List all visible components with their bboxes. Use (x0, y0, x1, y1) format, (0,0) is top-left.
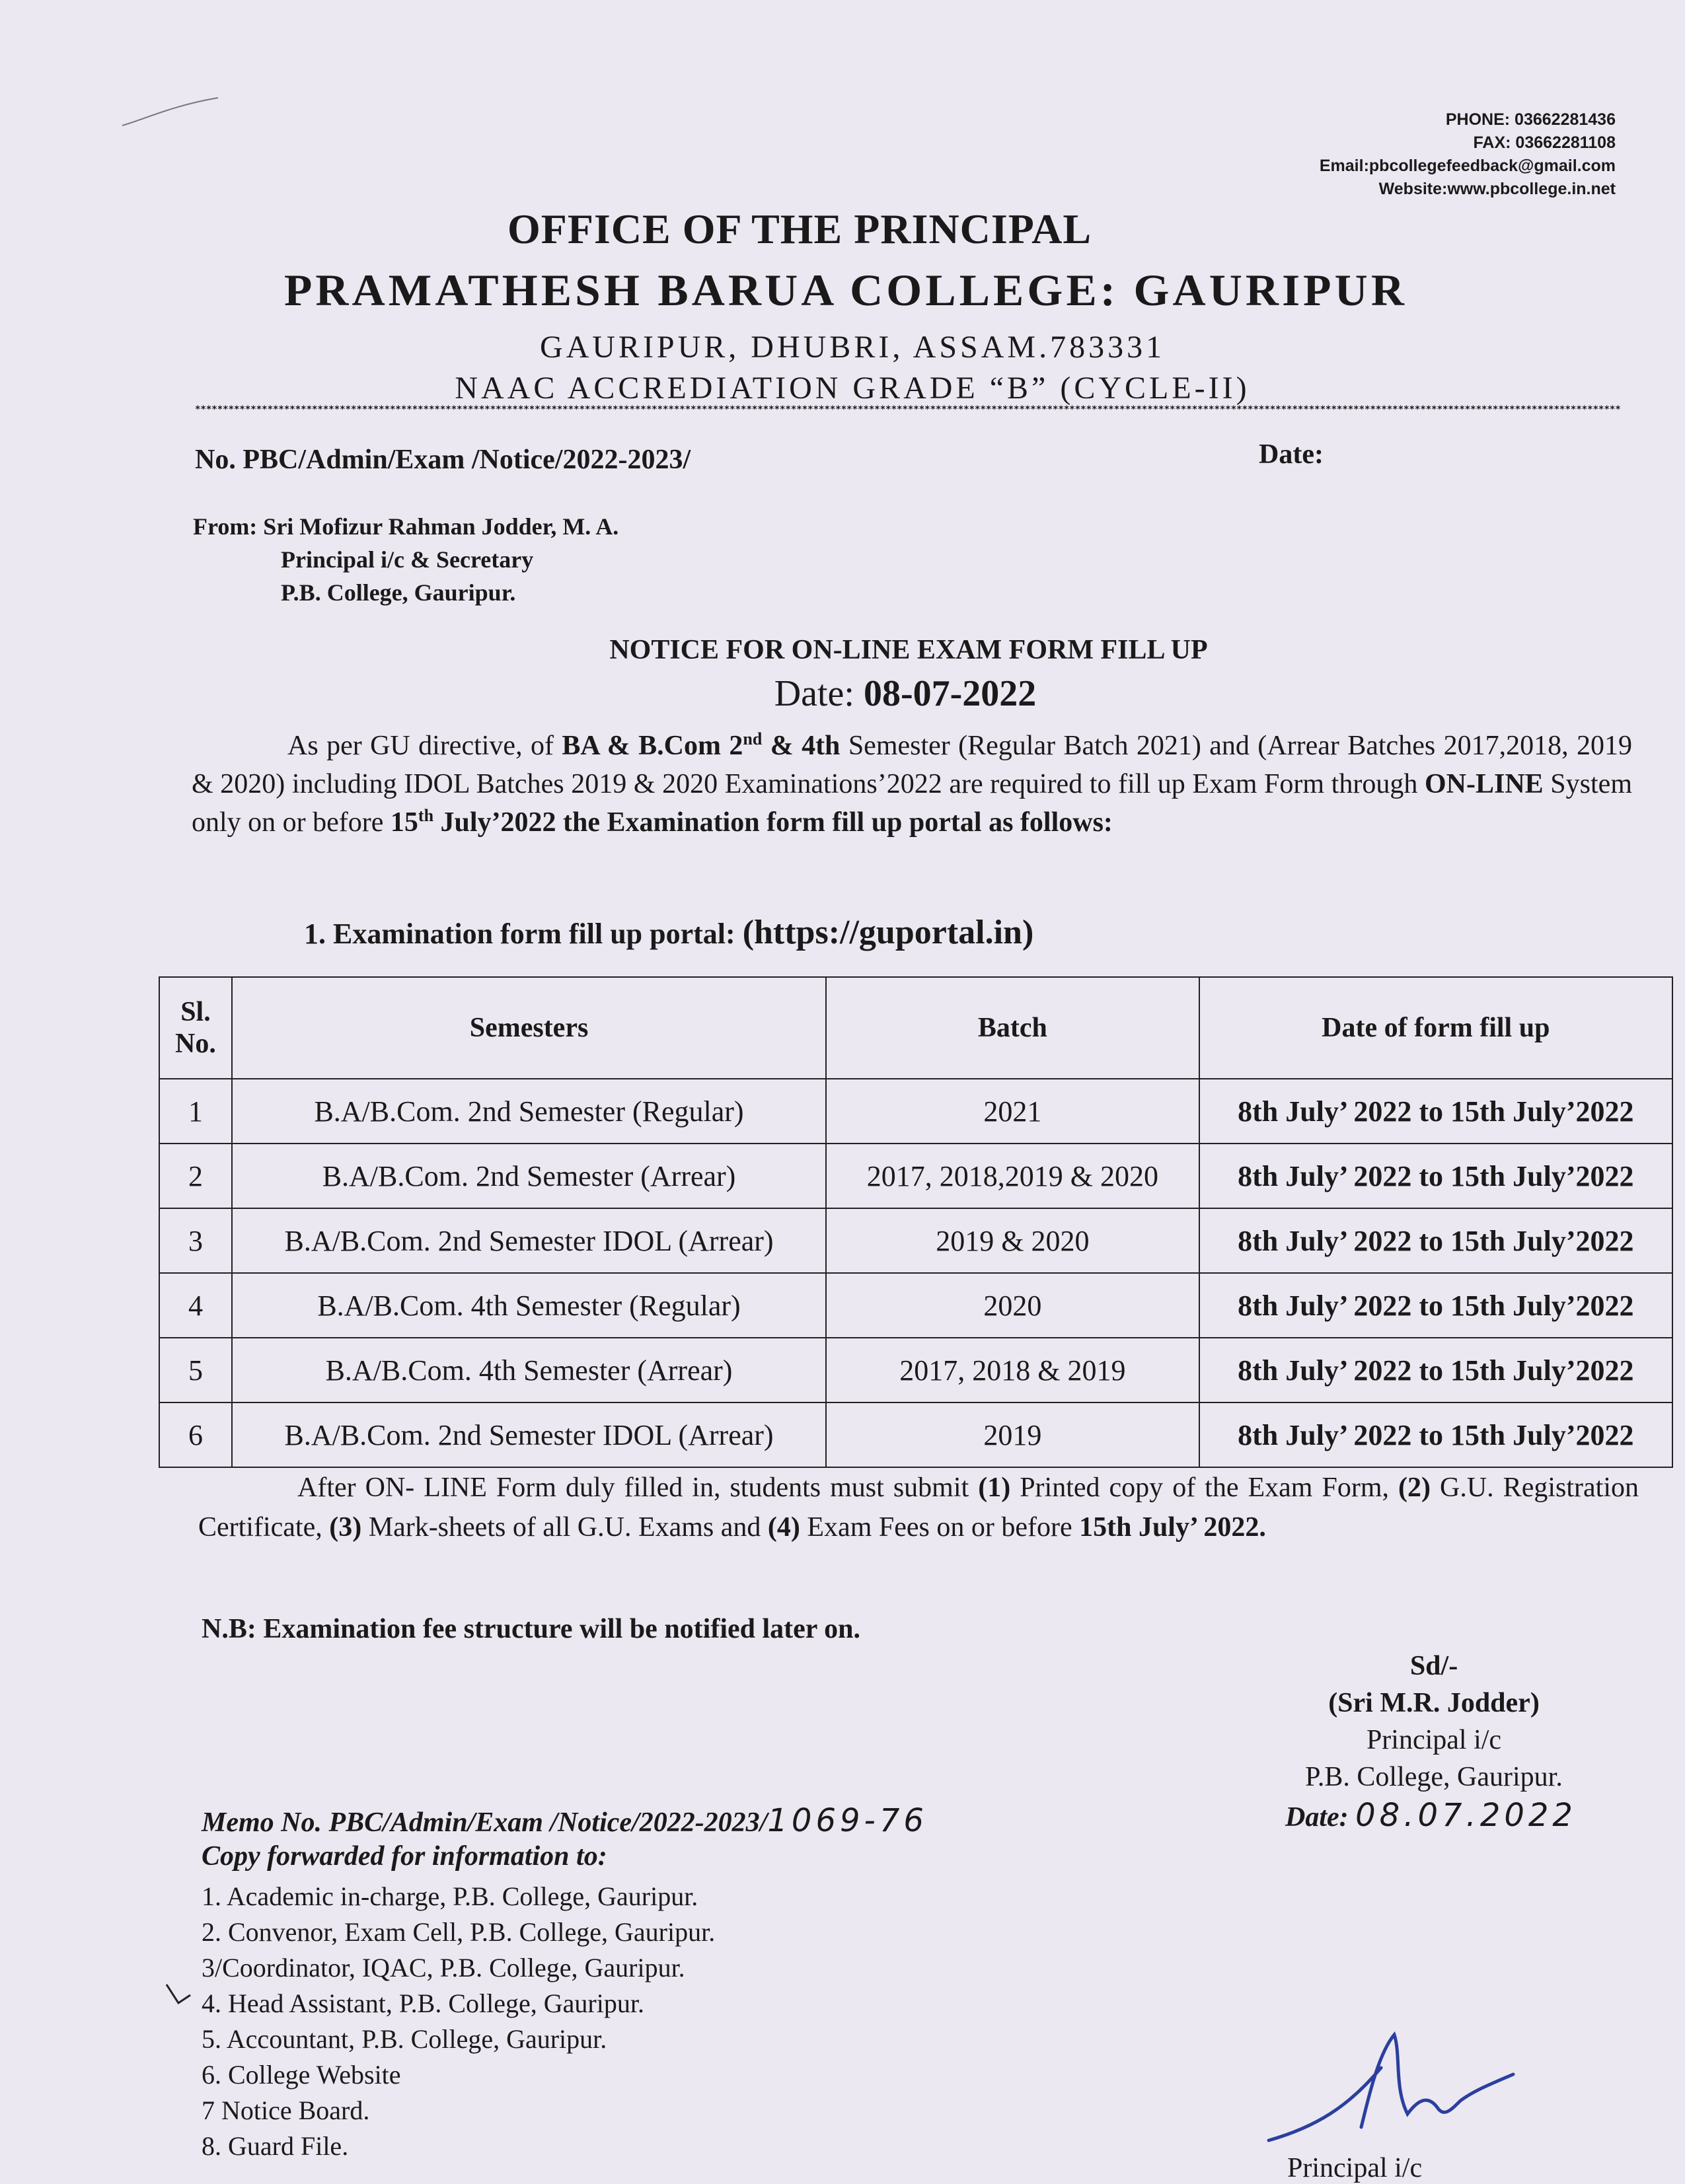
list-item: 8. Guard File. (202, 2131, 349, 2161)
para1-sup-2: th (418, 806, 434, 825)
para2-text-4: Mark-sheets of all G.U. Exams and (361, 1512, 768, 1543)
college-name: PRAMATHESH BARUA COLLEGE: GAURIPUR (283, 265, 1408, 315)
website-text: Website:www.pbcollege.in.net (1378, 180, 1616, 198)
para2-text-3: G.U. Registration Certificate, (198, 1473, 1639, 1543)
para2-bold-2: (2) (1398, 1473, 1431, 1503)
cell-date: 8th July’ 2022 to 15th July’2022 (1199, 1079, 1672, 1144)
cell-batch: 2019 (826, 1402, 1199, 1467)
notice-date (0, 673, 1685, 715)
nb-note: N.B: Examination fee structure will be notified later on. (202, 1614, 861, 1644)
signatory-title: Principal i/c (1366, 1725, 1502, 1755)
email-text: Email:pbcollegefeedback@gmail.com (1319, 157, 1616, 175)
reference-number: No. PBC/Admin/Exam /Notice/2022-2023/ (195, 445, 691, 475)
header-batch: Batch (826, 977, 1199, 1079)
college-address: GAURIPUR, DHUBRI, ASSAM.783331 (539, 330, 1166, 365)
list-item: 1. Academic in-charge, P.B. College, Gauripur. (202, 1881, 698, 1911)
cell-semester: B.A/B.Com. 4th Semester (Regular) (232, 1273, 826, 1338)
recipient-list (202, 1879, 715, 2164)
cell-sl: 6 (159, 1402, 232, 1467)
sd-mark: Sd/- (1409, 1651, 1458, 1681)
table-row (159, 1338, 1672, 1402)
cell-batch: 2019 & 2020 (826, 1208, 1199, 1273)
cell-sl: 3 (159, 1208, 232, 1273)
memo-number (202, 1802, 928, 1839)
schedule-table (159, 976, 1673, 1468)
cell-batch: 2017, 2018,2019 & 2020 (826, 1144, 1199, 1208)
notice-date-label: Date: (774, 673, 854, 714)
reference-date-label: Date: (1259, 439, 1324, 470)
cell-batch: 2021 (826, 1079, 1199, 1144)
cell-semester: B.A/B.Com. 4th Semester (Arrear) (232, 1338, 826, 1402)
cell-date: 8th July’ 2022 to 15th July’2022 (1199, 1208, 1672, 1273)
para1-text-1: As per GU directive, of (287, 731, 562, 761)
intro-paragraph (192, 727, 1632, 842)
signature-date (1285, 1797, 1577, 1834)
para2-bold-4: (4) (767, 1512, 800, 1543)
cell-date: 8th July’ 2022 to 15th July’2022 (1199, 1338, 1672, 1402)
list-item: 4. Head Assistant, P.B. College, Gauripur. (202, 1988, 644, 2018)
cell-date: 8th July’ 2022 to 15th July’2022 (1199, 1402, 1672, 1467)
memo-number-text: Memo No. PBC/Admin/Exam /Notice/2022-2023/ (202, 1807, 768, 1838)
handwritten-signature (1262, 2028, 1540, 2154)
signature-date-handwritten: 08.07.2022 (1355, 1797, 1577, 1834)
list-item: 7 Notice Board. (202, 2095, 370, 2125)
para2-text-1: After ON- LINE Form duly filled in, students must submit (297, 1473, 979, 1503)
para1-bold-1: BA & B.Com 2 (562, 731, 743, 761)
table-row (159, 1079, 1672, 1144)
para2-bold-1: (1) (978, 1473, 1011, 1503)
pen-scribble-mark (119, 92, 225, 132)
cell-semester: B.A/B.Com. 2nd Semester IDOL (Arrear) (232, 1402, 826, 1467)
header-semesters: Semesters (232, 977, 826, 1079)
para1-bold-4: 15 (390, 807, 418, 838)
fax-text: FAX: 03662281108 (1473, 133, 1616, 152)
cell-sl: 1 (159, 1079, 232, 1144)
office-heading: OFFICE OF THE PRINCIPAL (507, 205, 1092, 252)
para1-bold-2: & 4th (762, 731, 841, 761)
cell-batch: 2020 (826, 1273, 1199, 1338)
cell-semester: B.A/B.Com. 2nd Semester (Arrear) (232, 1144, 826, 1208)
memo-number-handwritten: 1069-76 (767, 1802, 928, 1839)
cell-sl: 5 (159, 1338, 232, 1402)
copy-forward-heading: Copy forwarded for information to: (202, 1841, 607, 1872)
cell-semester: B.A/B.Com. 2nd Semester (Regular) (232, 1079, 826, 1144)
submission-paragraph (198, 1468, 1639, 1547)
para1-sup-1: nd (743, 729, 763, 748)
portal-url: (https://guportal.in) (742, 914, 1034, 951)
list-item: 5. Accountant, P.B. College, Gauripur. (202, 2024, 607, 2054)
cell-batch: 2017, 2018 & 2019 (826, 1338, 1199, 1402)
cell-date: 8th July’ 2022 to 15th July’2022 (1199, 1144, 1672, 1208)
bottom-principal-title: Principal i/c (1287, 2153, 1423, 2183)
signature-block (1176, 1648, 1685, 1796)
naac-grade: NAAC ACCREDIATION GRADE “B” (CYCLE-II) (455, 371, 1250, 406)
portal-label: 1. Examination form fill up portal: (304, 918, 743, 950)
table-row (159, 1208, 1672, 1273)
notice-date-value: 08-07-2022 (863, 673, 1037, 714)
signatory-name: (Sri M.R. Jodder) (1328, 1688, 1540, 1718)
para2-text-2: Printed copy of the Exam Form, (1010, 1473, 1399, 1503)
para1-bold-5: July’2022 the Examination form fill up portal as follows: (433, 807, 1113, 838)
notice-title: NOTICE FOR ON-LINE EXAM FORM FILL UP (609, 635, 1208, 665)
check-mark-icon (164, 1977, 204, 2010)
cell-semester: B.A/B.Com. 2nd Semester IDOL (Arrear) (232, 1208, 826, 1273)
para2-bold-3: (3) (329, 1512, 362, 1543)
from-title: Principal i/c & Secretary (281, 546, 534, 573)
cell-sl: 4 (159, 1273, 232, 1338)
from-block (193, 510, 618, 609)
para1-text-3: System only on or before (192, 769, 1632, 838)
star-divider: **************************************************************************************************************************************************************************************************************************************************************** (195, 404, 1621, 415)
para2-text-5: Exam Fees on or before (800, 1512, 1080, 1543)
list-item: 6. College Website (202, 2060, 401, 2090)
portal-line (304, 913, 1033, 952)
header-sl-no: Sl. No. (159, 977, 232, 1079)
para2-bold-5: 15th July’ 2022. (1079, 1512, 1266, 1543)
table-row (159, 1273, 1672, 1338)
para1-bold-3: ON-LINE (1424, 769, 1544, 799)
header-date: Date of form fill up (1199, 977, 1672, 1079)
table-header-row (159, 977, 1672, 1079)
cell-date: 8th July’ 2022 to 15th July’2022 (1199, 1273, 1672, 1338)
from-label: From: (193, 513, 258, 540)
phone-text: PHONE: 03662281436 (1445, 110, 1616, 129)
from-institution: P.B. College, Gauripur. (281, 579, 516, 606)
table-row (159, 1402, 1672, 1467)
para1-text-2: Semester (Regular Batch 2021) and (Arrear Batches 2017,2018, 2019 & 2020) including IDOL Batches 2019 & 2020 Examinations’2022 are required to fill up Exam Form through (192, 731, 1632, 799)
from-name: Sri Mofizur Rahman Jodder, M. A. (263, 513, 619, 540)
list-item: 2. Convenor, Exam Cell, P.B. College, Gauripur. (202, 1917, 716, 1947)
contact-block (1320, 108, 1616, 201)
cell-sl: 2 (159, 1144, 232, 1208)
table-row (159, 1144, 1672, 1208)
list-item: 3/Coordinator, IQAC, P.B. College, Gauripur. (202, 1953, 685, 1983)
signature-date-label: Date: (1285, 1802, 1349, 1833)
signatory-institution: P.B. College, Gauripur. (1305, 1762, 1563, 1792)
